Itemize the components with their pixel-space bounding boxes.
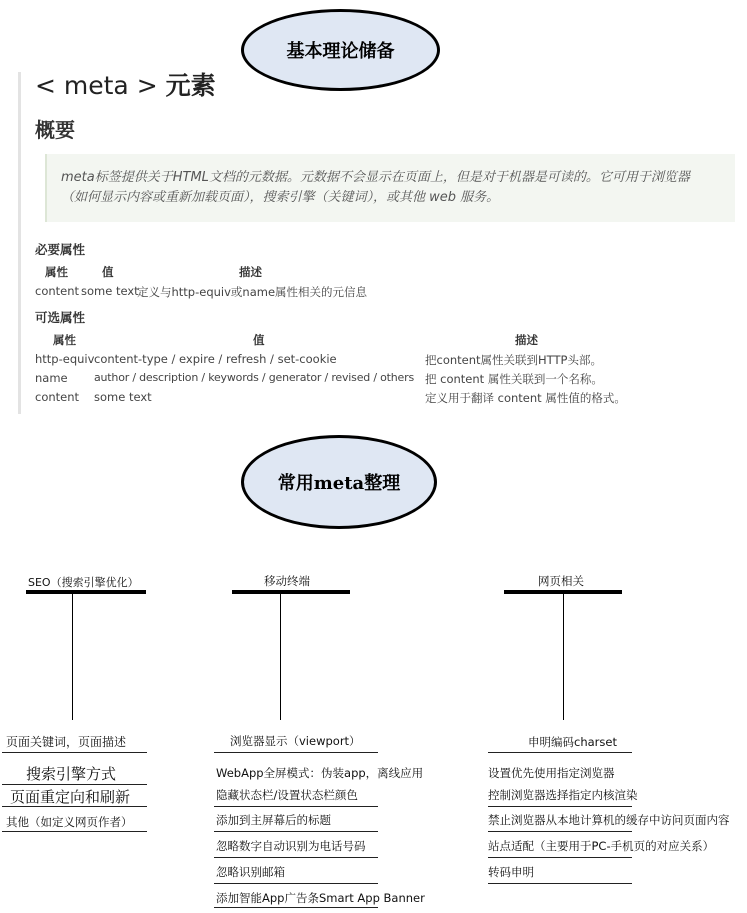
seo-item-keywords-underline <box>2 752 147 753</box>
required-attrs-title: 必要属性 <box>35 242 86 257</box>
optional-row-1-attr: http-equiv <box>35 352 95 366</box>
web-item-transcode-underline <box>488 883 632 884</box>
doc-quote-block <box>45 154 735 222</box>
seo-item-refresh-underline <box>2 806 147 807</box>
optional-row-2-value: author / description / keywords / generator / revised / others <box>94 371 414 384</box>
web-item-charset: 申明编码charset <box>528 735 617 749</box>
seo-item-keywords: 页面关键词，页面描述 <box>6 735 127 749</box>
branch-web-label: 网页相关 <box>538 574 584 588</box>
doc-heading <box>35 66 216 102</box>
required-header-desc: 描述 <box>239 265 262 279</box>
seo-item-refresh: 页面重定向和刷新 <box>10 788 131 806</box>
required-header-attr: 属性 <box>45 265 68 279</box>
required-cell-desc: 定义与http-equiv或name属性相关的元信息 <box>137 285 368 299</box>
optional-header-attr: 属性 <box>53 333 76 347</box>
mobile-item-telephone: 忽略数字自动识别为电话号码 <box>216 839 366 853</box>
mobile-item-home-title: 添加到主屏幕后的标题 <box>216 813 331 827</box>
web-item-transcode: 转码申明 <box>488 865 534 879</box>
required-cell-attr: content <box>35 284 80 298</box>
mobile-item-webapp: WebApp全屏模式：伪装app，离线应用 <box>216 766 424 780</box>
mobile-item-viewport: 浏览器显示（viewport） <box>230 734 361 748</box>
mobile-item-app-banner: 添加智能App广告条Smart App Banner <box>216 891 425 905</box>
branch-seo-label: SEO（搜索引擎优化） <box>28 576 139 589</box>
mobile-item-statusbar: 隐藏状态栏/设置状态栏颜色 <box>216 788 358 802</box>
optional-row-3-desc: 定义用于翻译 content 属性值的格式。 <box>425 391 626 405</box>
mobile-item-home-title-underline <box>214 831 378 832</box>
web-item-browser: 设置优先使用指定浏览器 <box>488 766 615 780</box>
optional-header-desc: 描述 <box>515 333 538 347</box>
optional-row-2-attr: name <box>35 371 68 385</box>
doc-quote-line-1: meta标签提供关于HTML文档的元数据。元数据不会显示在页面上，但是对于机器是可读的。它可用于浏览器 <box>61 170 690 185</box>
optional-row-3-attr: content <box>35 390 80 404</box>
web-item-mobile-agent-underline <box>488 857 632 858</box>
seo-item-author-underline <box>2 831 147 832</box>
doc-overview-heading: 概要 <box>35 118 75 142</box>
branch-seo-connector <box>72 594 73 720</box>
web-item-renderer-underline <box>488 806 632 807</box>
seo-item-author: 其他（如定义网页作者） <box>6 815 133 829</box>
optional-row-1-desc: 把content属性关联到HTTP头部。 <box>425 353 602 367</box>
doc-quote-line-2: （如何显示内容或重新加载页面），搜索引擎（关键词），或其他 web 服务。 <box>61 190 500 205</box>
mobile-item-app-banner-underline <box>214 907 378 908</box>
optional-row-2-desc: 把 content 属性关联到一个名称。 <box>425 372 603 386</box>
mobile-item-statusbar-underline <box>214 806 378 807</box>
optional-header-value: 值 <box>253 333 265 347</box>
web-item-charset-underline <box>488 752 632 753</box>
doc-heading-tag: < meta > <box>35 71 158 100</box>
optional-attrs-title: 可选属性 <box>35 310 86 325</box>
seo-item-robots: 搜索引擎方式 <box>26 765 117 783</box>
web-item-renderer: 控制浏览器选择指定内核渲染 <box>488 788 638 802</box>
branch-mobile-bar <box>232 590 350 594</box>
section-title-common-meta <box>241 435 437 529</box>
web-item-no-cache: 禁止浏览器从本地计算机的缓存中访问页面内容 <box>488 813 730 827</box>
meta-doc-panel <box>18 72 747 414</box>
optional-row-3-value: some text <box>94 390 152 404</box>
web-item-no-cache-underline <box>488 831 632 832</box>
mobile-item-email: 忽略识别邮箱 <box>216 865 285 879</box>
required-cell-value: some text <box>81 284 139 298</box>
branch-mobile-label: 移动终端 <box>264 574 310 588</box>
branch-web-connector <box>563 594 564 720</box>
branch-mobile-connector <box>280 594 281 720</box>
branch-seo-bar <box>26 590 146 594</box>
section-title-theory-text: 基本理论储备 <box>286 41 395 62</box>
web-item-mobile-agent: 站点适配（主要用于PC-手机页的对应关系） <box>488 839 715 853</box>
mobile-item-email-underline <box>214 883 378 884</box>
mobile-item-viewport-underline <box>214 752 378 753</box>
seo-item-robots-underline <box>2 784 147 785</box>
section-title-common-meta-text: 常用meta整理 <box>277 473 401 494</box>
optional-row-1-value: content-type / expire / refresh / set-cookie <box>94 352 337 366</box>
mobile-item-telephone-underline <box>214 857 378 858</box>
required-header-value: 值 <box>102 265 114 279</box>
doc-heading-word: 元素 <box>165 71 216 100</box>
